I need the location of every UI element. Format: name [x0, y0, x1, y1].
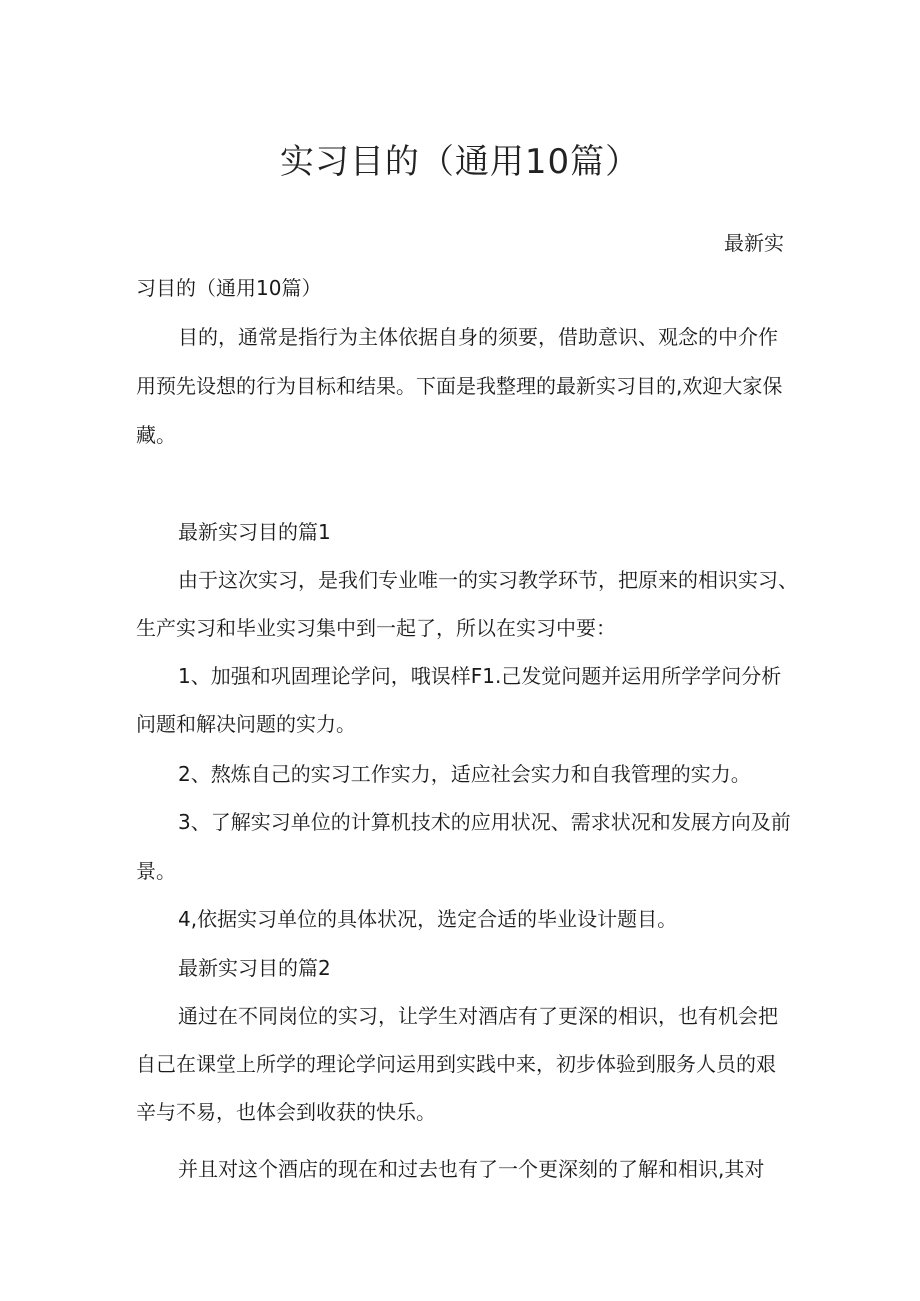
- text-line: 景。: [136, 859, 176, 883]
- text-line: 目的，通常是指行为主体依据自身的须要，借助意识、观念的中介作: [178, 325, 778, 349]
- text-line: 通过在不同岗位的实习，让学生对酒店有了更深的相识，也有机会把: [178, 1004, 778, 1028]
- text-line: 辛与不易，也体会到收获的快乐。: [136, 1100, 436, 1124]
- text-line: 自己在课堂上所学的理论学问运用到实践中来，初步体验到服务人员的艰: [136, 1052, 776, 1076]
- section-heading: 最新实习目的篇2: [178, 956, 331, 980]
- section-heading: 最新实习目的篇1: [178, 520, 331, 544]
- text-line: 由于这次实习，是我们专业唯一的实习教学环节，把原来的相识实习、: [178, 568, 798, 592]
- text-line: 并且对这个酒店的现在和过去也有了一个更深刻的了解和相识,其对: [178, 1157, 765, 1181]
- text-line: 藏。: [136, 423, 176, 447]
- text-line: 用预先设想的行为目标和结果。下面是我整理的最新实习目的,欢迎大家保: [136, 374, 783, 398]
- list-item: 1、加强和巩固理论学问，哦误样F1.己发觉问题并运用所学学问分析: [178, 664, 782, 688]
- list-item: 2、熬炼自己的实习工作实力，适应社会实力和自我管理的实力。: [178, 762, 751, 786]
- document-title: 实习目的（通用10篇）: [279, 142, 641, 182]
- text-line: 问题和解决问题的实力。: [136, 712, 356, 736]
- list-item: 3、了解实习单位的计算机技术的应用状况、需求状况和发展方向及前: [178, 810, 791, 834]
- text-line: 最新实: [724, 231, 784, 255]
- text-line: 习目的（通用10篇）: [136, 276, 322, 300]
- text-line: 生产实习和毕业实习集中到一起了，所以在实习中要：: [136, 616, 616, 640]
- list-item: 4,依据实习单位的具体状况，选定合适的毕业设计题目。: [178, 907, 678, 931]
